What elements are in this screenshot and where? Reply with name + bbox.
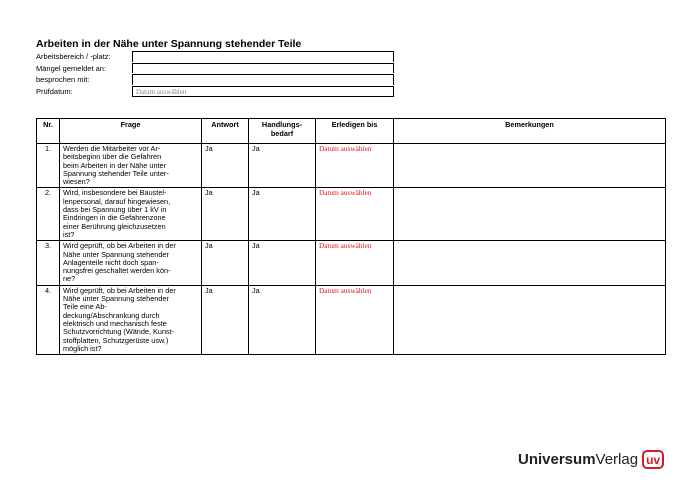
table-header-row xyxy=(37,119,666,144)
row-number: 2. xyxy=(37,188,60,241)
table-row xyxy=(37,241,666,285)
row-number: 4. xyxy=(37,285,60,354)
checklist-table xyxy=(36,118,666,355)
row-action-dropdown[interactable]: Ja xyxy=(249,241,316,285)
row-number: 1. xyxy=(37,144,60,188)
header-row-area xyxy=(36,51,394,63)
reported-label: Mängel gemeldet an: xyxy=(36,63,107,73)
header-row-date xyxy=(36,86,394,98)
date-picker-field[interactable]: Datum auswählen xyxy=(132,86,394,98)
row-answer-dropdown[interactable]: Ja xyxy=(202,285,249,354)
row-action-dropdown[interactable]: Ja xyxy=(249,188,316,241)
row-remarks-field[interactable] xyxy=(394,285,666,354)
row-question: Wird, insbesondere bei Baustel- lenpersonal, darauf hingewiesen, dass bei Spannung über 1 kV in Eindringen in die Gefahrenzone einer Berührung gleichzusetzen ist? xyxy=(60,188,202,241)
col-header-handlung: Handlungs- bedarf xyxy=(249,119,316,144)
row-answer-dropdown[interactable]: Ja xyxy=(202,241,249,285)
row-action-dropdown[interactable]: Ja xyxy=(249,144,316,188)
reported-field[interactable] xyxy=(132,63,394,74)
date-label: Prüfdatum: xyxy=(36,86,73,96)
row-question: Wird geprüft, ob bei Arbeiten in der Nähe unter Spannung stehender Teile eine Ab- deckung/Abschrankung durch elektrisch und mechanisch feste Schutzvorrichtung (Wände, Kunst- stoffplatten, Schutzgerüste usw.) möglich ist? xyxy=(60,285,202,354)
row-due-date-picker[interactable]: Datum auswählen xyxy=(316,241,394,285)
table-row xyxy=(37,188,666,241)
col-header-nr: Nr. xyxy=(37,119,60,144)
row-remarks-field[interactable] xyxy=(394,188,666,241)
discussed-label: besprochen mit: xyxy=(36,75,90,84)
col-header-antwort: Antwort xyxy=(202,119,249,144)
row-question: Werden die Mitarbeiter vor Ar- beitsbeginn über die Gefahren beim Arbeiten in der Nähe unter Spannung stehender Teile unter- wiesen? xyxy=(60,144,202,188)
row-remarks-field[interactable] xyxy=(394,144,666,188)
row-answer-dropdown[interactable]: Ja xyxy=(202,144,249,188)
row-answer-dropdown[interactable]: Ja xyxy=(202,188,249,241)
row-due-date-picker[interactable]: Datum auswählen xyxy=(316,188,394,241)
row-remarks-field[interactable] xyxy=(394,241,666,285)
table-row xyxy=(37,144,666,188)
area-field[interactable] xyxy=(132,51,394,62)
header-form xyxy=(36,51,394,97)
area-label: Arbeitsbereich / -platz: xyxy=(36,52,111,61)
row-number: 3. xyxy=(37,241,60,285)
row-due-date-picker[interactable]: Datum auswählen xyxy=(316,285,394,354)
publisher-logo xyxy=(518,450,664,469)
header-row-reported xyxy=(36,63,394,75)
row-action-dropdown[interactable]: Ja xyxy=(249,285,316,354)
logo-text-bold: Universum xyxy=(518,451,596,468)
discussed-field[interactable] xyxy=(132,74,394,85)
table-row xyxy=(37,285,666,354)
col-header-frage: Frage xyxy=(60,119,202,144)
logo-text-light: Verlag xyxy=(595,451,639,468)
col-header-erledigen: Erledigen bis xyxy=(316,119,394,144)
col-header-bemerkungen: Bemerkungen xyxy=(394,119,666,144)
page-title: Arbeiten in der Nähe unter Spannung stehender Teile xyxy=(36,38,302,50)
uv-badge-icon: uv xyxy=(642,450,664,469)
header-row-discussed xyxy=(36,74,394,86)
row-due-date-picker[interactable]: Datum auswählen xyxy=(316,144,394,188)
row-question: Wird geprüft, ob bei Arbeiten in der Nähe unter Spannung stehender Anlagenteile nicht doch span- nungsfrei geschaltet werden kön- ne? xyxy=(60,241,202,285)
